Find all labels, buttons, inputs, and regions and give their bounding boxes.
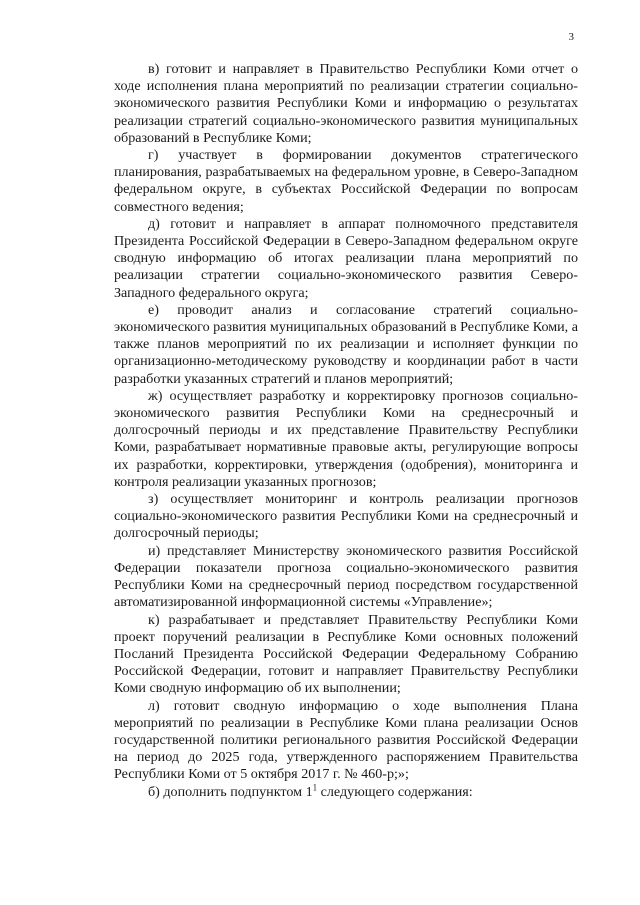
paragraph-l: л) готовит сводную информацию о ходе выполнения Плана мероприятий по реализации в Республике Коми плана реализации Основ государственной политики регионального развития Российской Федерации на период до 2025 года, утвержденного распоряжением Правительства Республики Коми от 5 октября 2017 г. № 460-р;»; [114,697,578,783]
paragraph-v: в) готовит и направляет в Правительство Республики Коми отчет о ходе исполнения плана мероприятий по реализации стратегии социально-экономического развития Республики Коми и информацию о результатах реализации стратегий социально-экономического развития муниципальных образований в Республике Коми; [114,61,578,146]
paragraph-zh: ж) осуществляет разработку и корректировку прогнозов социально-экономического развития Республики Коми на среднесрочный и долгосрочный периоды и их представление Правительству Республики Коми, разрабатывает нормативные правовые акты, регулирующие вопросы их разработки, корректировки, утверждения (одобрения), мониторинга и контроля реализации указанных прогнозов; [114,387,578,490]
paragraph-b-text-end: следующего содержания: [317,783,473,800]
paragraph-k: к) разрабатывает и представляет Правительству Республики Коми проект поручений реализации в Республике Коми основных положений Посланий Президента Российской Федерации Федеральному Собранию Российской Федерации, готовит и направляет Правительству Республики Коми сводную информацию об их выполнении; [114,611,578,697]
paragraph-b-superscript: 1 [312,781,318,792]
page-number: 3 [568,31,574,43]
paragraph-z: з) осуществляет мониторинг и контроль реализации прогнозов социально-экономического развития Республики Коми на среднесрочный и долгосрочный периоды; [114,491,578,542]
paragraph-d: д) готовит и направляет в аппарат полномочного представителя Президента Российской Федерации в Северо-Западном федеральном округе сводную информацию об итогах реализации плана мероприятий по реализации стратегии социально-экономического развития Северо-Западного федерального округа; [114,215,578,301]
document-body [114,61,578,801]
paragraph-g: г) участвует в формировании документов стратегического планирования, разрабатываемых на федеральном уровне, в Северо-Западном федеральном округе, в субъектах Российской Федерации по вопросам совместного ведения; [114,147,578,215]
paragraph-i: и) представляет Министерству экономического развития Российской Федерации показатели прогноза социально-экономического развития Республики Коми на среднесрочный период посредством государственной автоматизированной информационной системы «Управление»; [114,542,578,611]
paragraph-b-text-start: б) дополнить подпунктом 1 [148,783,313,800]
paragraph-e: е) проводит анализ и согласование стратегий социально-экономического развития муниципальных образований в Республике Коми, а также планов мероприятий по их реализации и исполняет функции по организационно-методическому руководству и координации работ в части разработки указанных стратегий и планов мероприятий; [114,301,578,387]
paragraph-b [114,781,578,801]
